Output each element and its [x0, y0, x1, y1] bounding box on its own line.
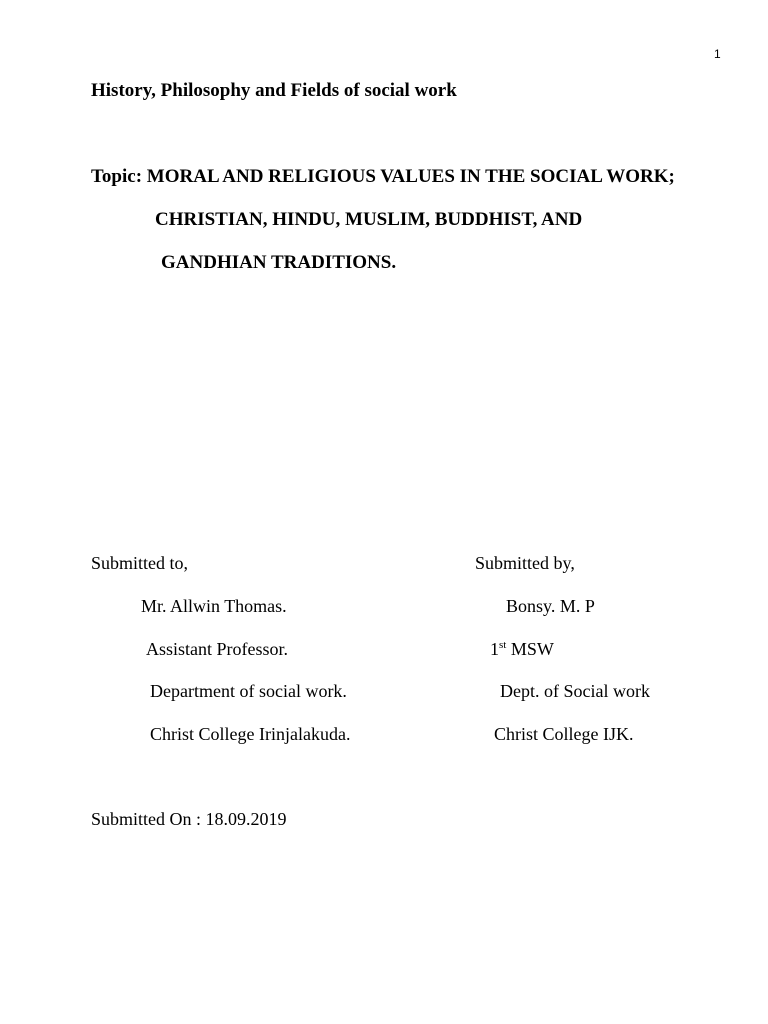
- year-suffix: st: [499, 639, 507, 651]
- topic-line-1: Topic: MORAL AND RELIGIOUS VALUES IN THE SOCIAL WORK;: [91, 166, 675, 187]
- program-name: MSW: [506, 639, 554, 659]
- submitted-by-name: Bonsy. M. P: [506, 596, 595, 616]
- submitted-to-designation: Assistant Professor.: [146, 639, 289, 659]
- submitted-by-program: [490, 640, 554, 658]
- submitted-to-institution: Christ College Irinjalakuda.: [150, 724, 351, 744]
- submitted-to-name: Mr. Allwin Thomas.: [141, 596, 287, 616]
- submitted-on: Submitted On : 18.09.2019: [91, 809, 287, 829]
- course-title: History, Philosophy and Fields of social work: [91, 80, 457, 101]
- submitted-to-heading: Submitted to,: [91, 553, 189, 573]
- submitted-to-department: Department of social work.: [150, 681, 347, 701]
- submitted-by-heading: Submitted by,: [475, 553, 575, 573]
- topic-line-3: GANDHIAN TRADITIONS.: [161, 252, 397, 273]
- submitted-by-department: Dept. of Social work: [500, 681, 650, 701]
- topic-line-2: CHRISTIAN, HINDU, MUSLIM, BUDDHIST, AND: [155, 209, 583, 230]
- submitted-by-institution: Christ College IJK.: [494, 724, 634, 744]
- year-number: 1: [490, 639, 499, 659]
- page-number: 1: [714, 47, 721, 61]
